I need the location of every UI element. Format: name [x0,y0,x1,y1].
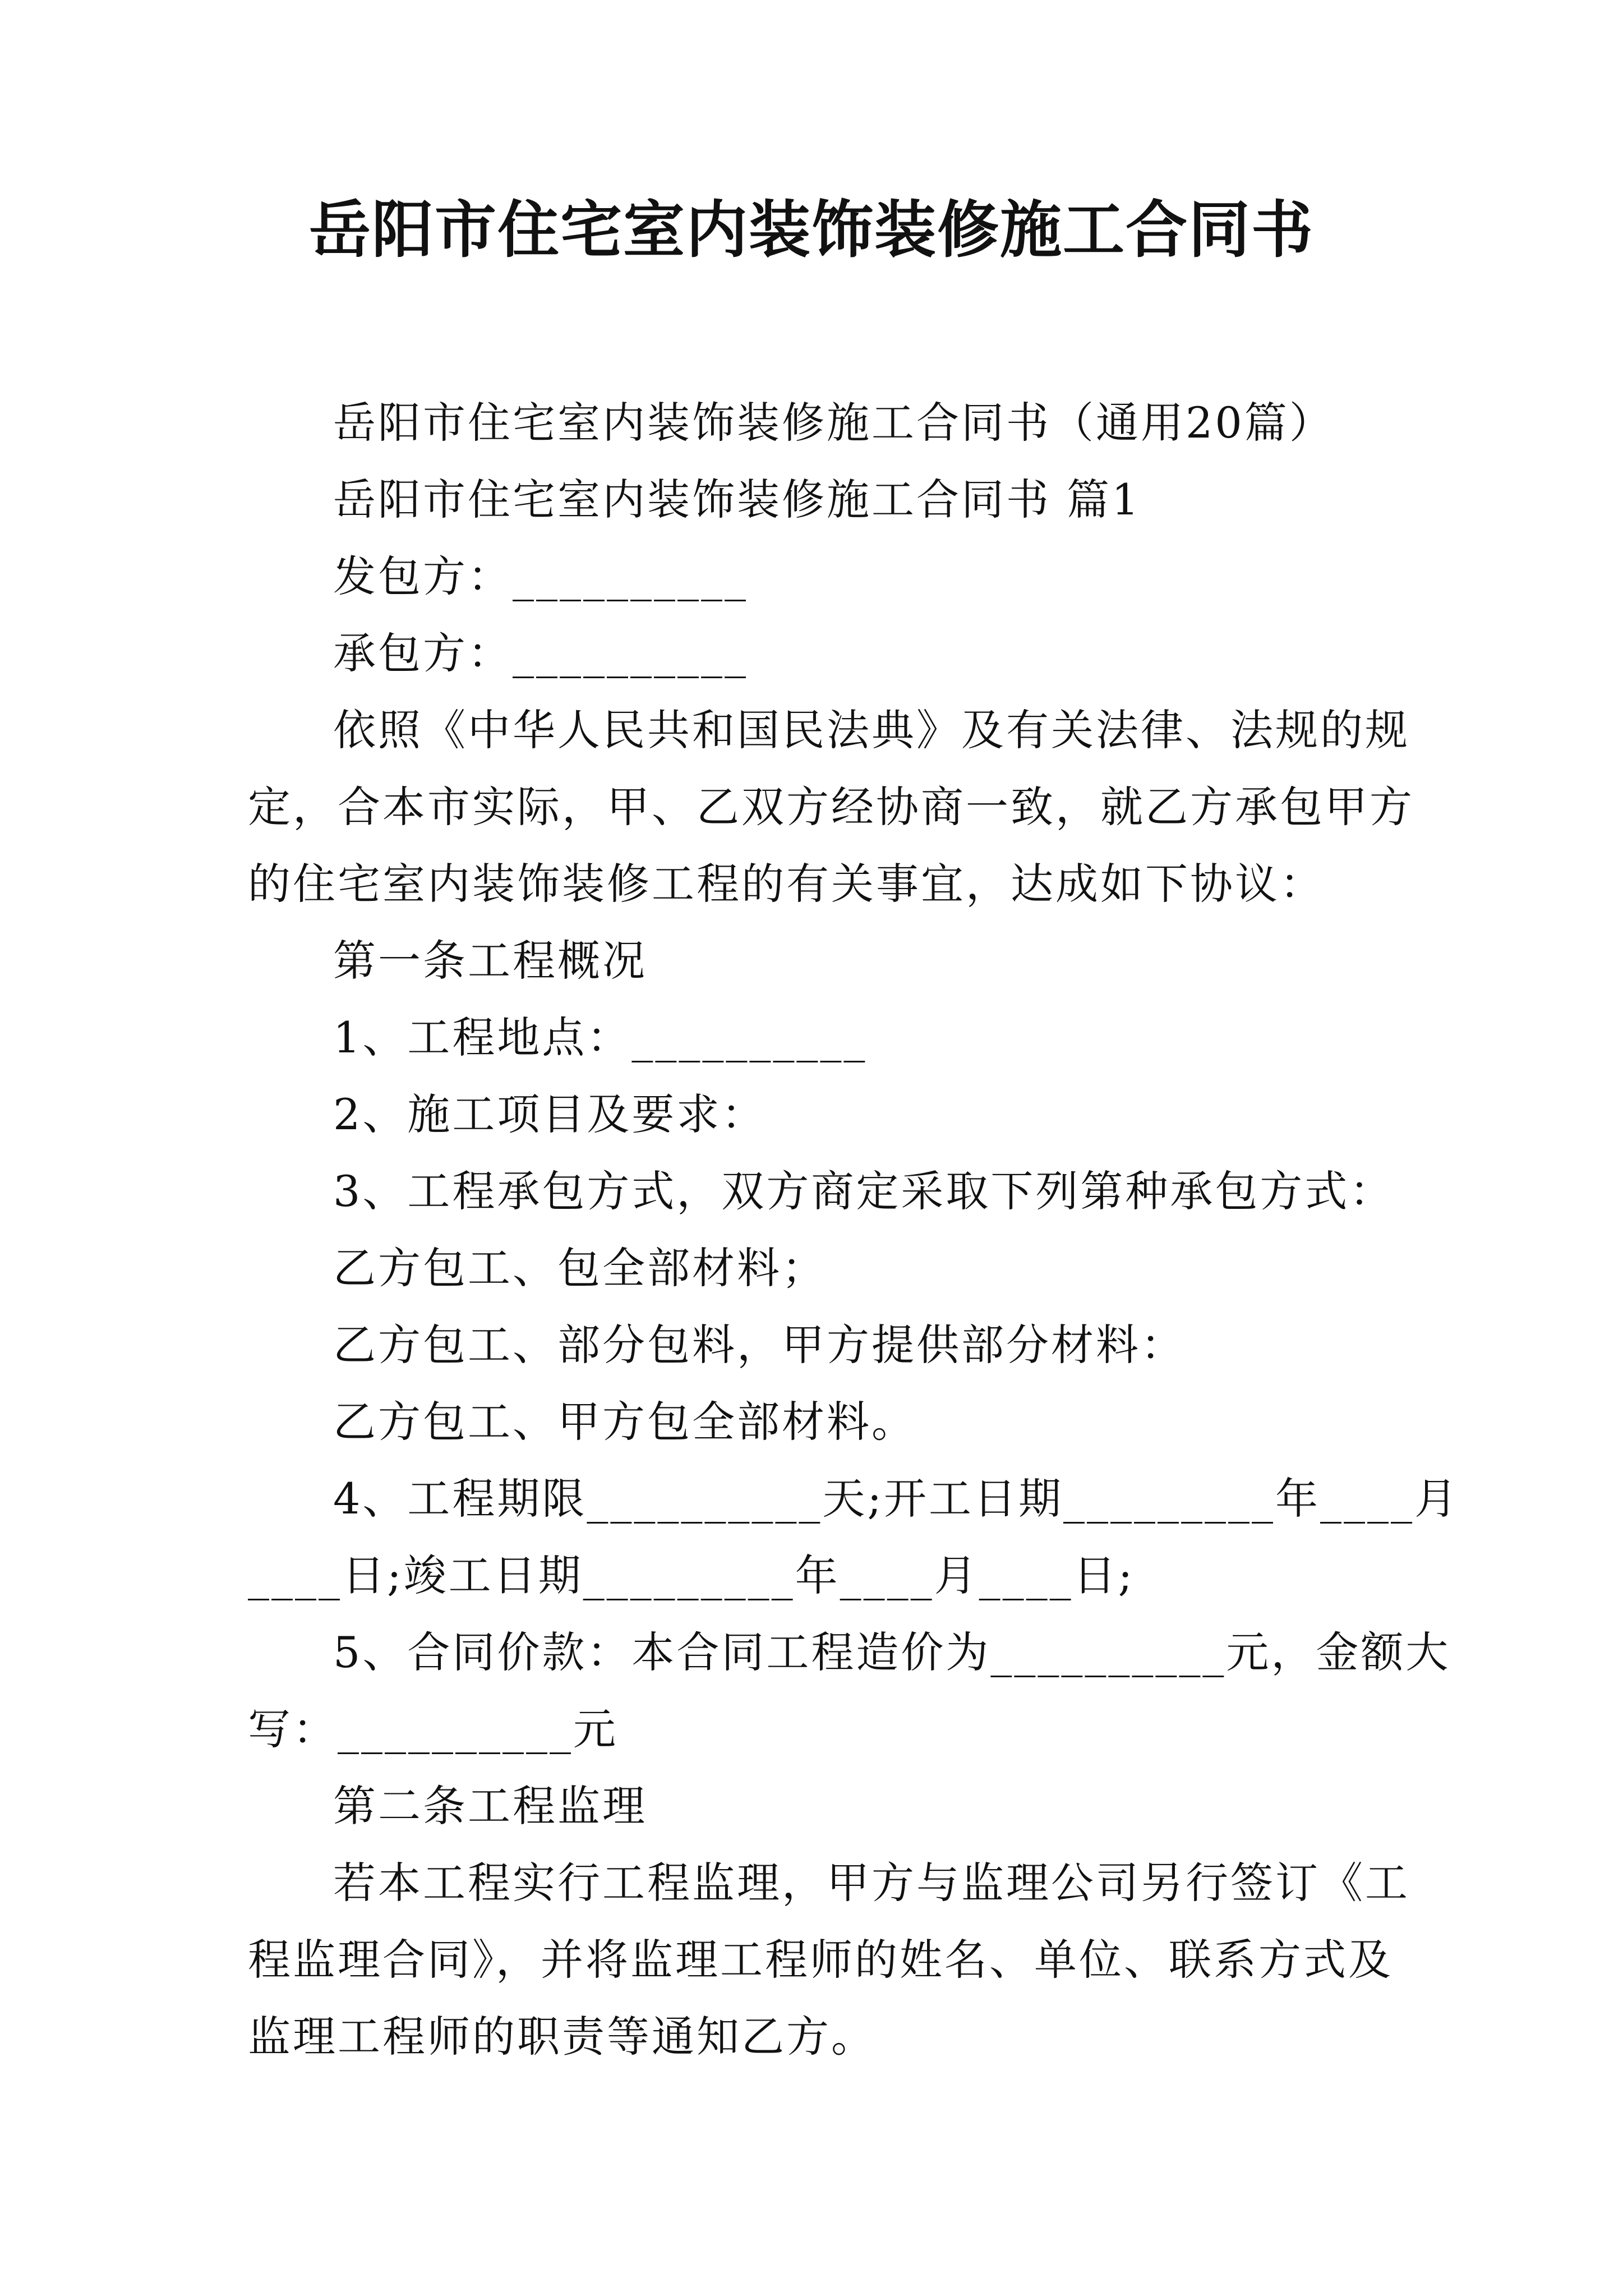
text-line: 2、施工项目及要求： [333,1089,767,1139]
text-line: 岳阳市住宅室内装饰装修施工合同书 篇1 [333,475,1141,524]
document-body [248,384,1459,2075]
text-line: 定，合本市实际，甲、乙双方经协商一致，就乙方承包甲方 [248,782,1414,832]
text-line: 乙方包工、甲方包全部材料。 [333,1397,916,1447]
text-line: 依照《中华人民共和国民法典》及有关法律、法规的规 [333,705,1410,755]
text-line: 4、工程期限__________天;开工日期_________年____月 [333,1474,1459,1524]
text-line: 3、工程承包方式，双方商定采取下列第种承包方式： [333,1166,1395,1216]
document-title: 岳阳市住宅室内装饰装修施工合同书 [309,194,1314,266]
text-line: 乙方包工、包全部材料； [333,1243,827,1293]
text-line: 5、合同价款：本合同工程造价为__________元，金额大 [333,1627,1451,1677]
text-line: 的住宅室内装饰装修工程的有关事宜，达成如下协议： [248,859,1325,909]
text-line: 若本工程实行工程监理，甲方与监理公司另行签订《工 [333,1858,1410,1908]
text-line: 监理工程师的职责等通知乙方。 [248,2012,876,2062]
text-line: 程监理合同》，并将监理工程师的姓名、单位、联系方式及 [248,1935,1393,1985]
text-line: 乙方包工、部分包料，甲方提供部分材料： [333,1320,1186,1370]
text-line: 第二条工程监理 [333,1781,647,1831]
text-line: 第一条工程概况 [333,936,647,986]
text-line: 1、工程地点：__________ [333,1013,868,1062]
text-line: 发包方：__________ [333,551,748,601]
text-line: 岳阳市住宅室内装饰装修施工合同书（通用20篇） [333,398,1334,448]
text-line: 承包方：__________ [333,628,748,678]
text-line: 写：__________元 [248,1704,618,1754]
text-line: ____日;竣工日期_________年____月____日; [248,1550,1135,1600]
